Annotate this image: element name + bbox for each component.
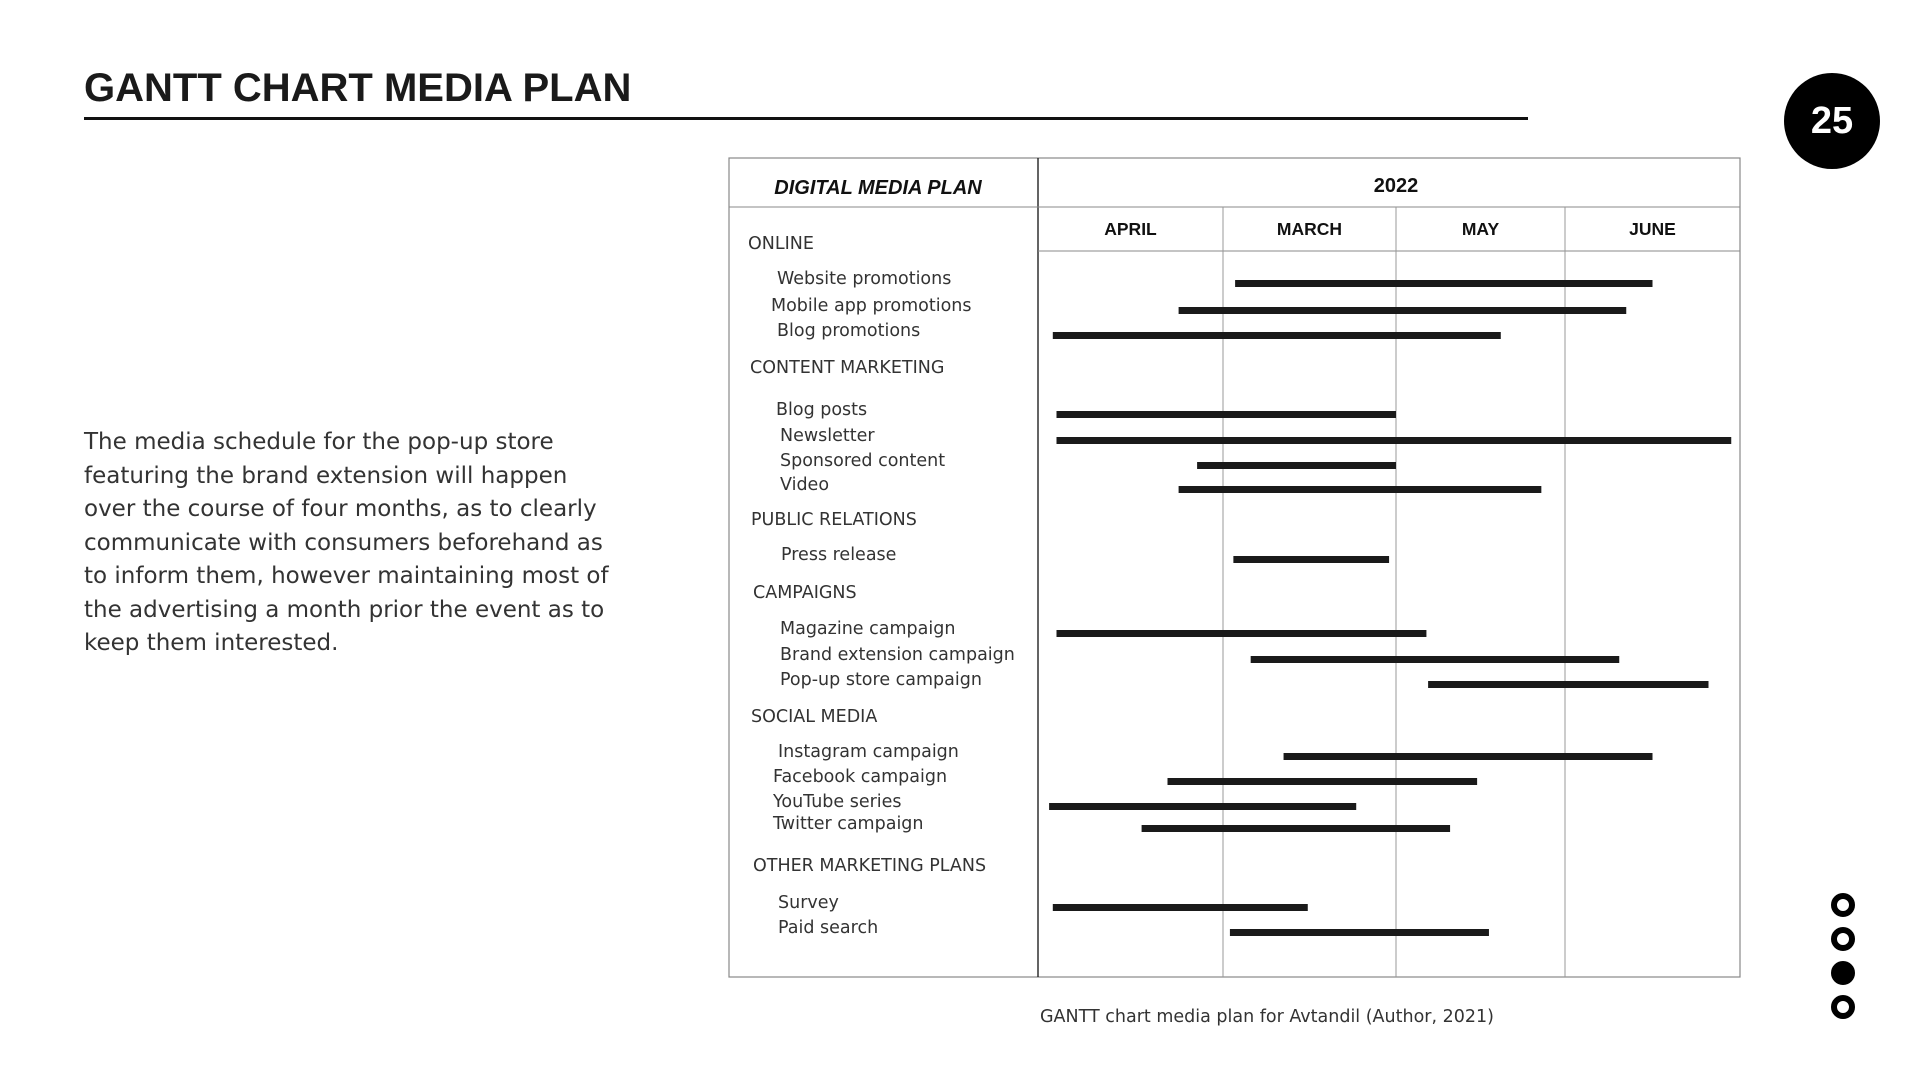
task-label-brand-extension-campaign: Brand extension campaign: [780, 645, 1015, 665]
chart-bars: [1049, 280, 1731, 936]
task-label-blog-posts: Blog posts: [776, 400, 868, 420]
pager-dot[interactable]: [1831, 893, 1855, 917]
task-label-blog-promotions: Blog promotions: [777, 321, 921, 341]
task-label-twitter-campaign: Twitter campaign: [773, 814, 924, 834]
pager-dot[interactable]: [1831, 961, 1855, 985]
chart-caption: GANTT chart media plan for Avtandil (Author, 2021): [1040, 1007, 1494, 1027]
gantt-bar-mobile-app-promotions: [1179, 307, 1627, 314]
gantt-bar-press-release: [1233, 556, 1389, 563]
gantt-bar-sponsored-content: [1197, 462, 1396, 469]
gantt-bar-newsletter: [1057, 437, 1732, 444]
task-label-video: Video: [780, 475, 830, 495]
group-label-online: ONLINE: [748, 234, 814, 254]
slide-pager[interactable]: [1830, 893, 1856, 1023]
gantt-bar-facebook-campaign: [1168, 778, 1478, 785]
description-text: The media schedule for the pop-up store featuring the brand extension will happen over the course of four months, as to clearly communicate with consumers beforehand as to inform them, however maintaining most of the advertising a month prior the event as to keep them interested.: [84, 429, 609, 656]
group-label-other-marketing-plans: OTHER MARKETING PLANS: [753, 856, 987, 876]
task-label-magazine-campaign: Magazine campaign: [780, 619, 956, 639]
chart-year: 2022: [1373, 175, 1419, 197]
gantt-bar-brand-extension-campaign: [1251, 656, 1620, 663]
page-title: GANTT CHART MEDIA PLAN: [84, 66, 632, 110]
chart-text: [748, 175, 1676, 938]
gantt-bar-blog-posts: [1057, 411, 1397, 418]
gantt-bar-website-promotions: [1235, 280, 1652, 287]
gantt-bar-pop-up-store-campaign: [1428, 681, 1708, 688]
group-label-campaigns: CAMPAIGNS: [753, 583, 857, 603]
gantt-bar-instagram-campaign: [1284, 753, 1653, 760]
task-label-survey: Survey: [778, 893, 839, 913]
task-label-youtube-series: YouTube series: [773, 792, 902, 812]
task-label-paid-search: Paid search: [778, 918, 879, 938]
task-label-press-release: Press release: [781, 545, 897, 565]
month-header-march: MARCH: [1276, 219, 1343, 239]
pager-dot[interactable]: [1831, 995, 1855, 1019]
task-label-website-promotions: Website promotions: [777, 269, 952, 289]
group-label-content-marketing: CONTENT MARKETING: [750, 358, 945, 378]
month-header-june: JUNE: [1629, 219, 1676, 239]
gantt-bar-youtube-series: [1049, 803, 1356, 810]
pager-dot[interactable]: [1831, 927, 1855, 951]
task-label-facebook-campaign: Facebook campaign: [773, 767, 948, 787]
month-header-may: MAY: [1461, 219, 1500, 239]
gantt-bar-blog-promotions: [1053, 332, 1501, 339]
page-number-badge: 25: [1784, 73, 1880, 169]
gantt-bar-survey: [1053, 904, 1308, 911]
group-label-social-media: SOCIAL MEDIA: [751, 707, 878, 727]
gantt-bar-paid-search: [1230, 929, 1489, 936]
chart-header-label: DIGITAL MEDIA PLAN: [774, 177, 982, 199]
gantt-bar-magazine-campaign: [1057, 630, 1427, 637]
task-label-mobile-app-promotions: Mobile app promotions: [771, 296, 972, 316]
task-label-pop-up-store-campaign: Pop-up store campaign: [780, 670, 982, 690]
gantt-bar-video: [1179, 486, 1542, 493]
group-label-public-relations: PUBLIC RELATIONS: [751, 510, 917, 530]
gantt-bar-twitter-campaign: [1142, 825, 1450, 832]
month-header-april: APRIL: [1104, 219, 1157, 239]
task-label-newsletter: Newsletter: [780, 426, 875, 446]
task-label-sponsored-content: Sponsored content: [780, 451, 946, 471]
task-label-instagram-campaign: Instagram campaign: [778, 742, 959, 762]
